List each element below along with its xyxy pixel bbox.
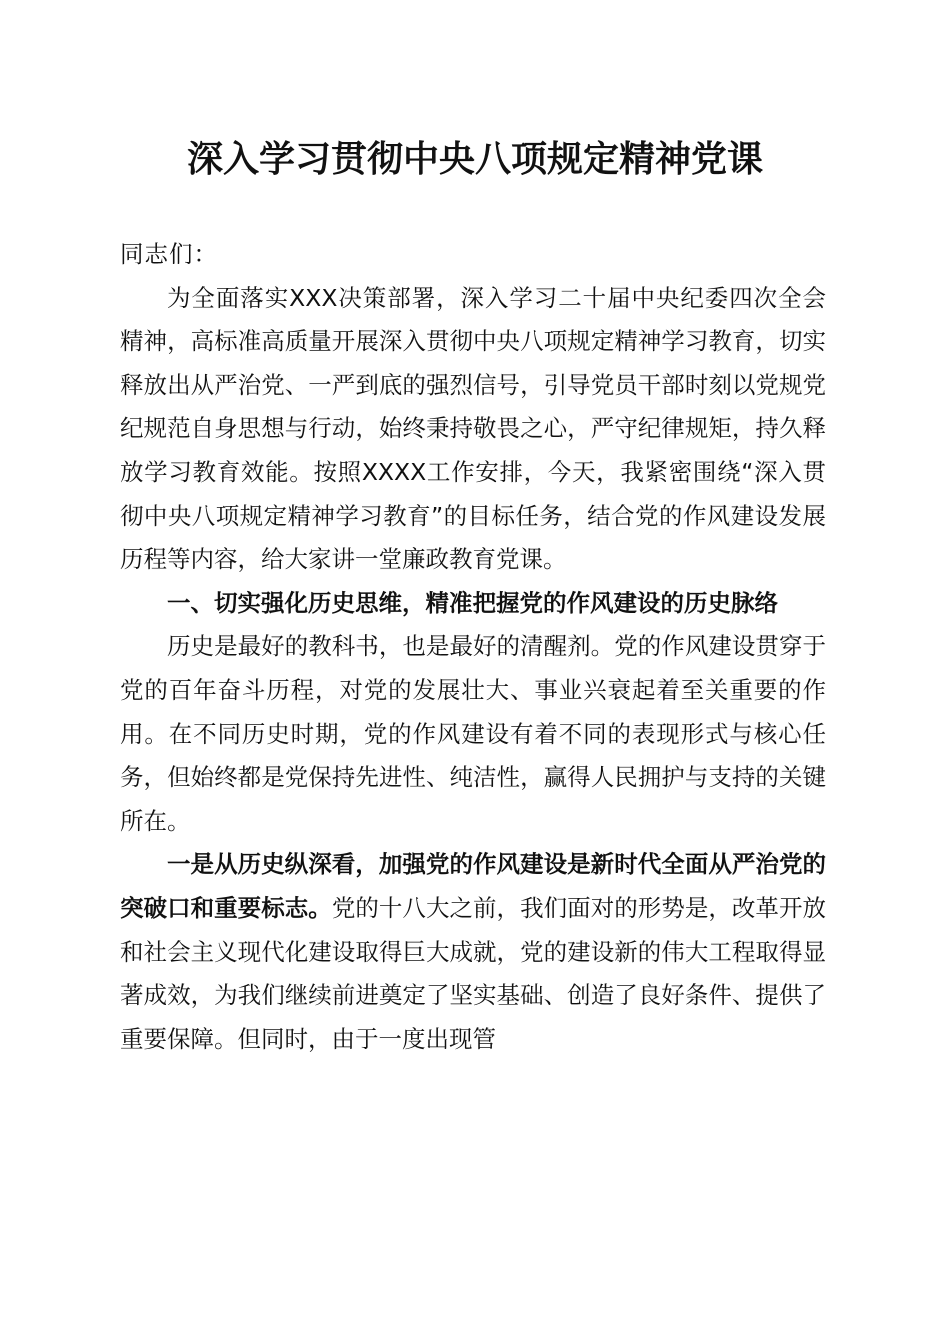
- point-one-lead: 一是从历史纵深看，加强党的作风建设是新时代全面从严治党的突破口和重要标志。: [120, 850, 826, 922]
- document-body: [120, 233, 826, 1061]
- salutation: 同志们：: [120, 240, 218, 268]
- paragraph-history: 历史是最好的教科书，也是最好的清醒剂。党的作风建设贯穿于党的百年奋斗历程，对党的发展壮大、事业兴衰起着至关重要的作用。在不同历史时期，党的作风建设有着不同的表现形式与核心任务，但始终都是党保持先进性、纯洁性，赢得人民拥护与支持的关键所在。: [120, 632, 826, 835]
- paragraph-intro: 为全面落实XXX决策部署，深入学习二十届中央纪委四次全会精神，高标准高质量开展深入贯彻中央八项规定精神学习教育，切实释放出从严治党、一严到底的强烈信号，引导党员干部时刻以党规党纪规范自身思想与行动，始终秉持敬畏之心，严守纪律规矩，持久释放学习教育效能。按照XXXX工作安排，今天，我紧密围绕“深入贯彻中央八项规定精神学习教育”的目标任务，结合党的作风建设发展历程等内容，给大家讲一堂廉政教育党课。: [120, 283, 826, 574]
- paragraph-point-one: [120, 843, 826, 1061]
- point-one-body: 党的十八大之前，我们面对的形势是，改革开放和社会主义现代化建设取得巨大成就，党的建设新的伟大工程取得显著成效，为我们继续前进奠定了坚实基础、创造了良好条件、提供了重要保障。但同时，由于一度出现管: [120, 893, 827, 1053]
- section-heading-1: 一、切实强化历史思维，精准把握党的作风建设的历史脉络: [167, 588, 778, 617]
- document-title: 深入学习贯彻中央八项规定精神党课: [186, 138, 763, 180]
